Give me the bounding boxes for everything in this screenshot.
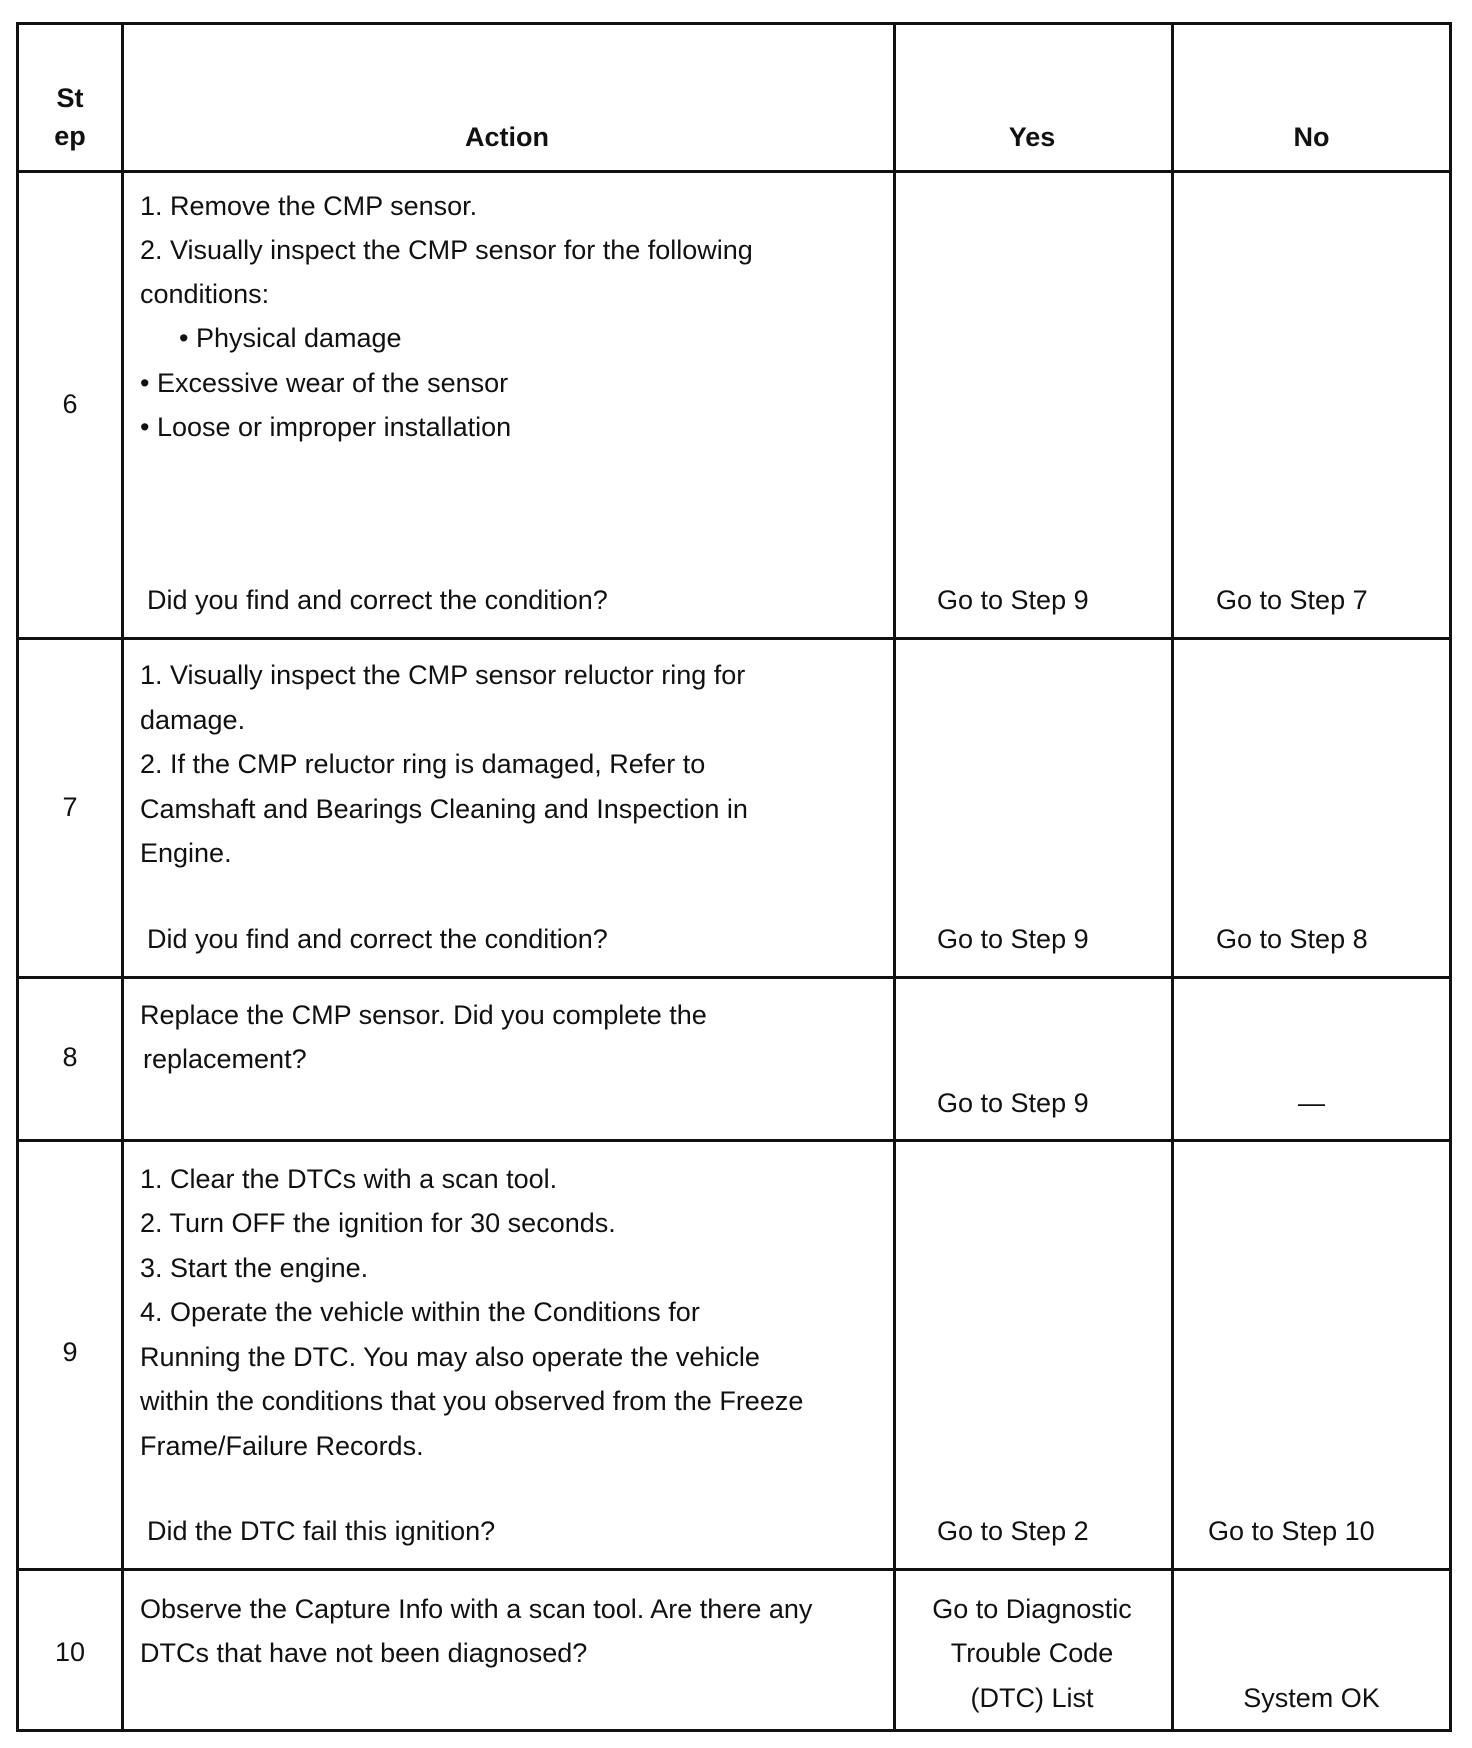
action-line: 3. Start the engine. (140, 1253, 369, 1283)
header-step-line: ep (54, 121, 86, 151)
action-line: conditions: (140, 279, 270, 309)
action-line: 1. Clear the DTCs with a scan tool. (140, 1164, 558, 1194)
step-number: 6 (62, 389, 78, 419)
action-line: Camshaft and Bearings Cleaning and Inspection in (140, 794, 748, 824)
no-result: Go to Step 10 (1208, 1516, 1375, 1546)
header-step-line: St (56, 83, 84, 113)
header-step (19, 79, 121, 155)
step-number: 9 (62, 1337, 78, 1367)
step-number: 10 (54, 1637, 86, 1667)
action-line: Frame/Failure Records. (140, 1431, 424, 1461)
step-number: 7 (62, 792, 78, 822)
yes-result-line: Trouble Code (950, 1638, 1114, 1668)
no-result: Go to Step 8 (1216, 924, 1368, 954)
yes-result: Go to Step 9 (937, 924, 1089, 954)
row-divider (19, 1568, 1449, 1571)
header-action: Action (465, 122, 549, 152)
yes-result: Go to Step 2 (937, 1516, 1089, 1546)
no-result: Go to Step 7 (1216, 585, 1368, 615)
action-question: Did you find and correct the condition? (147, 585, 608, 615)
header-yes: Yes (1008, 122, 1056, 152)
column-divider (893, 25, 896, 1729)
action-question: Did the DTC fail this ignition? (147, 1516, 496, 1546)
action-line: Replace the CMP sensor. Did you complete the (140, 1000, 707, 1030)
no-result: System OK (1243, 1683, 1380, 1713)
action-line: • Loose or improper installation (140, 412, 512, 442)
action-line: Engine. (140, 838, 232, 868)
row-divider (19, 170, 1449, 173)
yes-result-line: (DTC) List (970, 1683, 1094, 1713)
diagnostic-table (16, 22, 1452, 1732)
yes-result: Go to Step 9 (937, 1088, 1089, 1118)
column-divider (121, 25, 124, 1729)
step-number: 8 (62, 1042, 78, 1072)
action-line: 2. Turn OFF the ignition for 30 seconds. (140, 1208, 616, 1238)
action-line: damage. (140, 705, 246, 735)
row-divider (19, 637, 1449, 640)
row-divider (19, 976, 1449, 979)
action-line: 4. Operate the vehicle within the Conditions for (140, 1297, 700, 1327)
action-line: 2. If the CMP reluctor ring is damaged, Refer to (140, 749, 706, 779)
no-result: — (1298, 1088, 1325, 1118)
action-line: • Excessive wear of the sensor (140, 368, 509, 398)
action-line: 1. Visually inspect the CMP sensor reluctor ring for (140, 660, 746, 690)
column-divider (1171, 25, 1174, 1729)
action-line: Running the DTC. You may also operate the vehicle (140, 1342, 760, 1372)
yes-result-line: Go to Diagnostic (932, 1594, 1132, 1624)
action-line: DTCs that have not been diagnosed? (140, 1638, 588, 1668)
action-line: 2. Visually inspect the CMP sensor for the following (140, 235, 753, 265)
action-line: 1. Remove the CMP sensor. (140, 191, 478, 221)
action-line: within the conditions that you observed from the Freeze (140, 1386, 804, 1416)
action-line: • Physical damage (179, 323, 402, 353)
action-question: Did you find and correct the condition? (147, 924, 608, 954)
yes-result: Go to Step 9 (937, 585, 1089, 615)
row-divider (19, 1139, 1449, 1142)
action-line: Observe the Capture Info with a scan tool. Are there any (140, 1594, 813, 1624)
action-line: replacement? (143, 1044, 307, 1074)
header-no: No (1293, 122, 1330, 152)
